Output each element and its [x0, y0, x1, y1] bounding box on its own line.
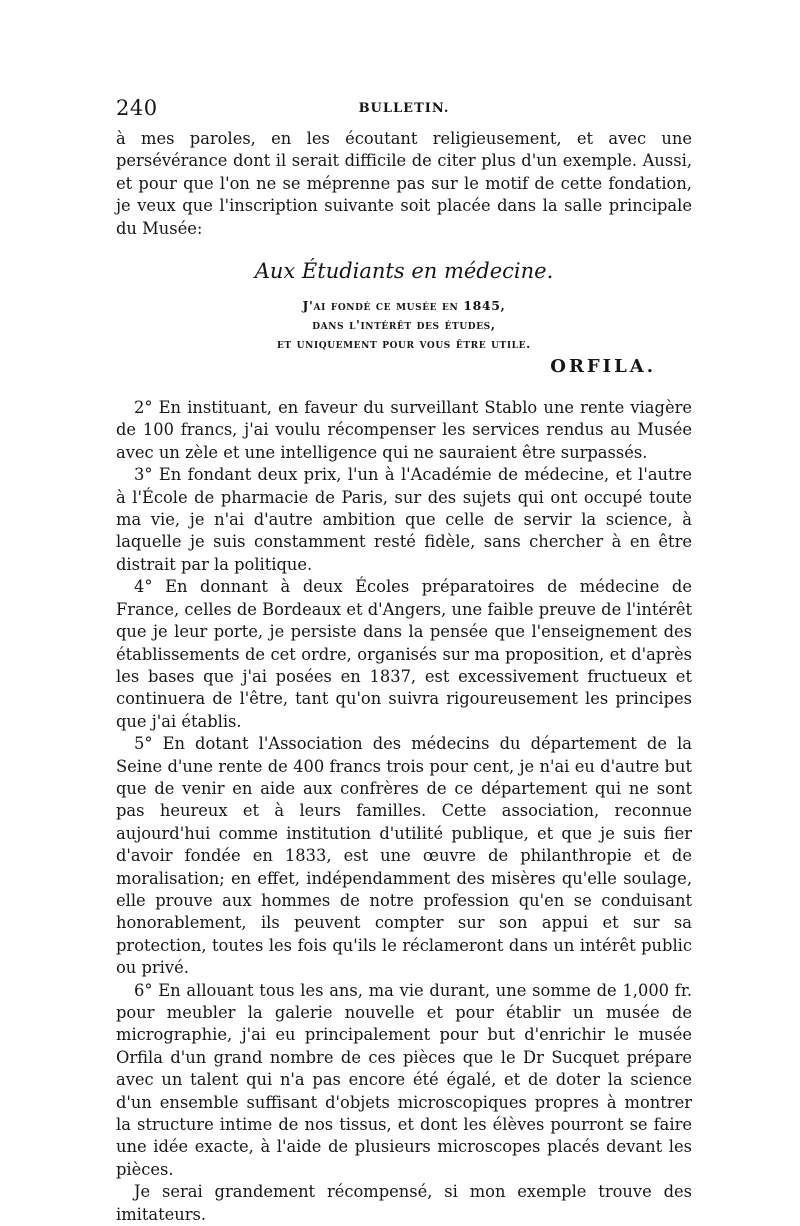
paragraph-4: 4° En donnant à deux Écoles préparatoires de médecine de France, celles de Bordeaux et d'Angers, une faible preuve de l'intérêt que je leur porte, je persiste dans la pensée que l'enseignement des établissements de cet ordre, organisés sur ma proposition, et d'après les bases que j'ai posées en 1837, est excessivement fructueux et continuera de l'être, tant qu'on suivra rigoureusement les principes que j'ai établis. — [116, 577, 692, 731]
closing-paragraph: Je serai grandement récompensé, si mon exemple trouve des imitateurs. — [116, 1182, 692, 1224]
paragraph-6: 6° En allouant tous les ans, ma vie durant, une somme de 1,000 fr. pour meubler la galerie nouvelle et pour établir un musée de micrographie, j'ai eu principalement pour but d'enrichir le musée Orfila d'un grand nombre de ces pièces que le Dr Sucquet prépare avec un talent qui n'a pas encore été égalé, et de doter la science d'un ensemble suffisant d'objets microscopiques propres à montrer la structure intime de nos tissus, et dont les élèves pourront se faire une idée exacte, à l'aide de plusieurs microscopes placés devant les pièces. — [116, 980, 692, 1179]
page-header — [116, 96, 692, 122]
paragraph-5: 5° En dotant l'Association des médecins du département de la Seine d'une rente de 400 francs trois pour cent, je n'ai eu d'autre but que de venir en aide aux confrères de ce département qui ne sont pas heureux et à leurs familles. Cette association, reconnue aujourd'hui comme institution d'utilité publique, et que je suis fier d'avoir fondée en 1833, est une œuvre de philanthropie et de moralisation; en effet, indépendamment des misères qu'elle soulage, elle prouve aux hommes de notre profession qu'en se conduisant honorablement, ils peuvent compter sur son appui et sur sa protection, toutes les fois qu'ils le réclameront dans un intérêt public ou privé. — [116, 734, 692, 978]
signature: ORFILA. — [550, 356, 656, 378]
page-number: 240 — [116, 96, 158, 120]
inscription-line-1: J'ai fondé ce musée en 1845, — [302, 298, 506, 314]
intro-paragraph: à mes paroles, en les écoutant religieusement, et avec une persévérance dont il serait difficile de citer plus d'un exemple. Aussi, et pour que l'on ne se méprenne pas sur le motif de cette fondation, je veux que l'inscription suivante soit placée dans la salle principale du Musée: — [116, 129, 692, 238]
inscription — [116, 296, 692, 353]
inscription-line-3: et uniquement pour vous être utile. — [276, 336, 532, 352]
body-text — [116, 128, 692, 1226]
dedication-heading: Aux Étudiants en médecine. — [254, 259, 554, 284]
running-head: BULLETIN. — [358, 101, 450, 116]
paragraph-3: 3° En fondant deux prix, l'un à l'Académie de médecine, et l'autre à l'École de pharmacie de Paris, sur des sujets qui ont occupé toute ma vie, je n'ai d'autre ambition que celle de servir la science, à laquelle je suis constamment resté fidèle, sans chercher à en être distrait par la politique. — [116, 465, 692, 574]
paragraph-2: 2° En instituant, en faveur du surveillant Stablo une rente viagère de 100 francs, j'ai voulu récompenser les services rendus au Musée avec un zèle et une intelligence qui ne sauraient être surpassés. — [116, 398, 692, 462]
inscription-line-2: dans l'intérêt des études, — [312, 317, 496, 333]
